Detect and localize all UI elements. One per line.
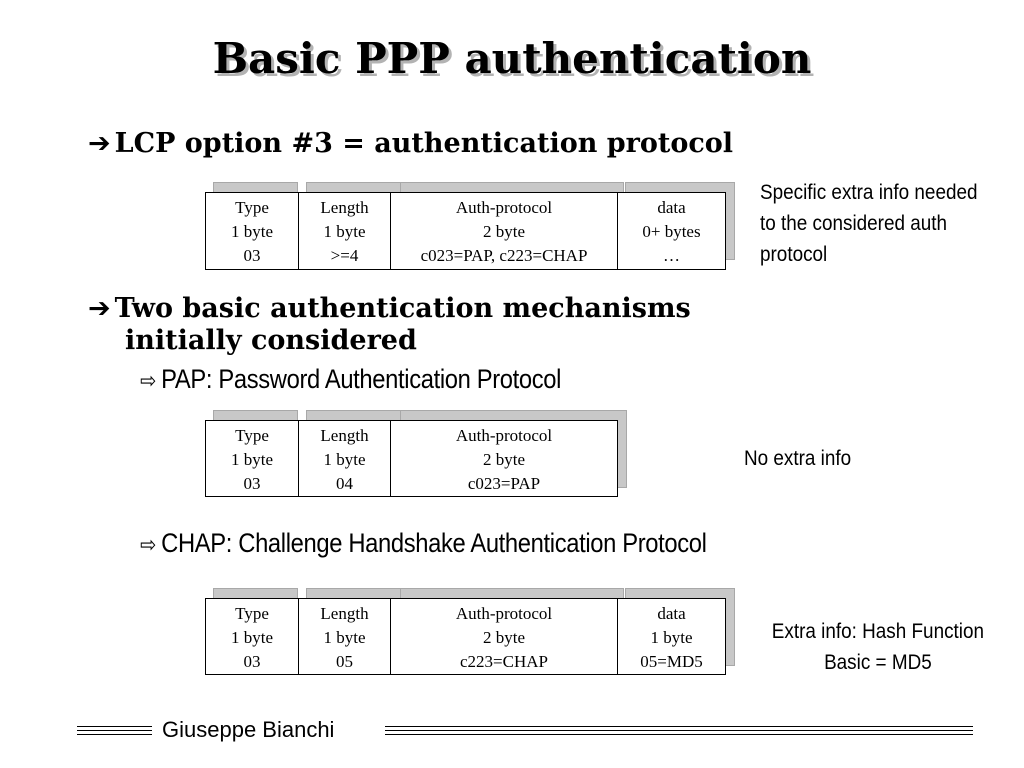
note-pap-no-extra (744, 443, 851, 474)
field-value: c023=PAP, c223=CHAP (420, 246, 588, 265)
note-line: Specific extra info needed (760, 181, 978, 204)
field-size: 1 byte (650, 628, 693, 647)
arrow-right-icon: ➔ (88, 293, 111, 324)
bullet-auth-mechanisms (88, 293, 691, 357)
field-auth-protocol (390, 420, 618, 497)
note-line: protocol (760, 243, 828, 266)
bullet-text: initially considered (125, 325, 417, 356)
field-size: 1 byte (323, 222, 366, 241)
field-type (205, 420, 299, 497)
field-size: 1 byte (230, 450, 274, 469)
hollow-arrow-icon: ⇨ (140, 533, 156, 558)
footer-rule (385, 730, 973, 731)
field-data (617, 598, 726, 675)
field-value: … (663, 246, 680, 265)
field-size: 1 byte (323, 450, 366, 469)
bullet-text: Two basic authentication mechanisms (114, 293, 691, 324)
subbullet-chap (140, 528, 707, 559)
field-value: 04 (336, 474, 353, 493)
slide-title: Basic PPP authentication (212, 34, 812, 83)
note-line: Extra info: Hash Function (771, 620, 985, 643)
field-value: 05 (336, 652, 353, 671)
field-label: Length (320, 198, 369, 217)
note-line: Basic = MD5 (824, 651, 932, 674)
field-length (298, 192, 391, 270)
field-label: Auth-protocol (455, 604, 553, 623)
field-label: Type (235, 198, 269, 217)
subbullet-pap (140, 364, 561, 395)
field-label: Auth-protocol (455, 426, 553, 445)
footer-rule (77, 730, 152, 731)
note-lcp-extra-info (760, 177, 977, 270)
field-label: Length (320, 426, 369, 445)
field-label: Length (320, 604, 369, 623)
field-auth-protocol (390, 192, 618, 270)
field-value: 03 (243, 246, 261, 265)
field-size: 0+ bytes (642, 222, 701, 241)
note-line: to the considered auth (760, 212, 948, 235)
field-value: c223=CHAP (460, 652, 548, 671)
field-size: 1 byte (230, 628, 274, 647)
note-chap-hash (760, 616, 996, 678)
footer-rule (77, 726, 152, 727)
field-label: Auth-protocol (455, 198, 553, 217)
field-value: >=4 (330, 246, 359, 265)
subbullet-text: CHAP: Challenge Handshake Authentication Protocol (161, 528, 707, 558)
field-length (298, 420, 391, 497)
field-type (205, 598, 299, 675)
footer-author: Giuseppe Bianchi (162, 717, 335, 742)
field-value: c023=PAP (467, 474, 541, 493)
field-size: 2 byte (482, 628, 526, 647)
field-label: data (657, 604, 686, 623)
field-auth-protocol (390, 598, 618, 675)
field-label: data (657, 198, 686, 217)
field-value: 05=MD5 (640, 652, 703, 671)
field-size: 1 byte (230, 222, 274, 241)
hollow-arrow-icon: ⇨ (140, 369, 156, 394)
field-label: Type (235, 426, 269, 445)
footer-rule (385, 726, 973, 727)
subbullet-text: PAP: Password Authentication Protocol (161, 364, 562, 394)
arrow-right-icon: ➔ (88, 128, 111, 159)
field-label: Type (235, 604, 269, 623)
note-line: No extra info (744, 447, 852, 470)
field-value: 03 (243, 652, 261, 671)
field-size: 1 byte (323, 628, 366, 647)
footer-rule (77, 734, 152, 735)
field-value: 03 (243, 474, 261, 493)
field-type (205, 192, 299, 270)
bullet-text: LCP option #3 = authentication protocol (114, 128, 734, 159)
field-data (617, 192, 726, 270)
field-length (298, 598, 391, 675)
bullet-lcp-option (88, 128, 733, 160)
footer-rule (385, 734, 973, 735)
field-size: 2 byte (482, 222, 526, 241)
field-size: 2 byte (482, 450, 526, 469)
